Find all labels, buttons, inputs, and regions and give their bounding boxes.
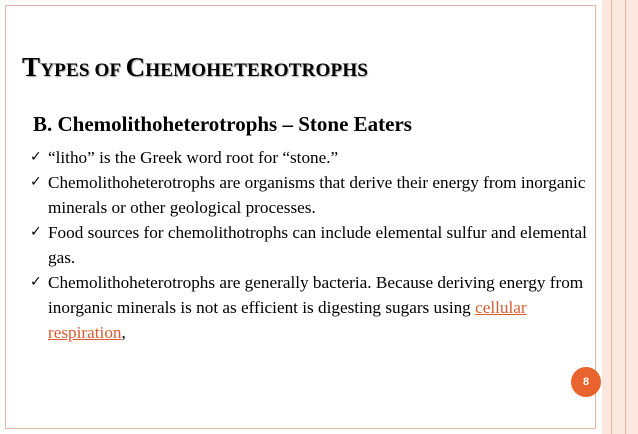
title-part: C [125, 52, 146, 82]
checkmark-icon: ✓ [30, 224, 42, 240]
checkmark-icon: ✓ [30, 274, 42, 290]
title-part: HEMOHETEROTROPHS [145, 60, 369, 81]
decorative-side-band [602, 0, 638, 434]
bullet-text-suffix: , [121, 323, 126, 342]
page-number-badge: 8 [571, 367, 601, 397]
bullet-item [30, 170, 590, 220]
checkmark-icon: ✓ [30, 174, 42, 190]
section-subheading: B. Chemolithoheterotrophs – Stone Eaters [33, 112, 412, 136]
bullet-item [30, 145, 590, 170]
checkmark-icon: ✓ [30, 149, 42, 165]
slide-title [22, 52, 368, 83]
bullet-list [30, 145, 590, 345]
title-part: YPES OF [40, 60, 126, 81]
bullet-item [30, 270, 590, 345]
bullet-text: Chemolithoheterotrophs are organisms that derive their energy from inorganic minerals or other geological processes. [48, 173, 586, 217]
bullet-text: Chemolithoheterotrophs are generally bacteria. Because deriving energy from inorganic minerals is not as efficient is digesting sugars using [48, 273, 584, 317]
bullet-text: Food sources for chemolithotrophs can include elemental sulfur and elemental gas. [48, 223, 587, 267]
bullet-text: “litho” is the Greek word root for “stone.” [48, 148, 339, 167]
decorative-side-line [625, 0, 626, 434]
cellular-respiration-link[interactable]: cellular respiration [48, 298, 527, 342]
decorative-side-line [611, 0, 612, 434]
bullet-item [30, 220, 590, 270]
title-part: T [22, 52, 41, 82]
